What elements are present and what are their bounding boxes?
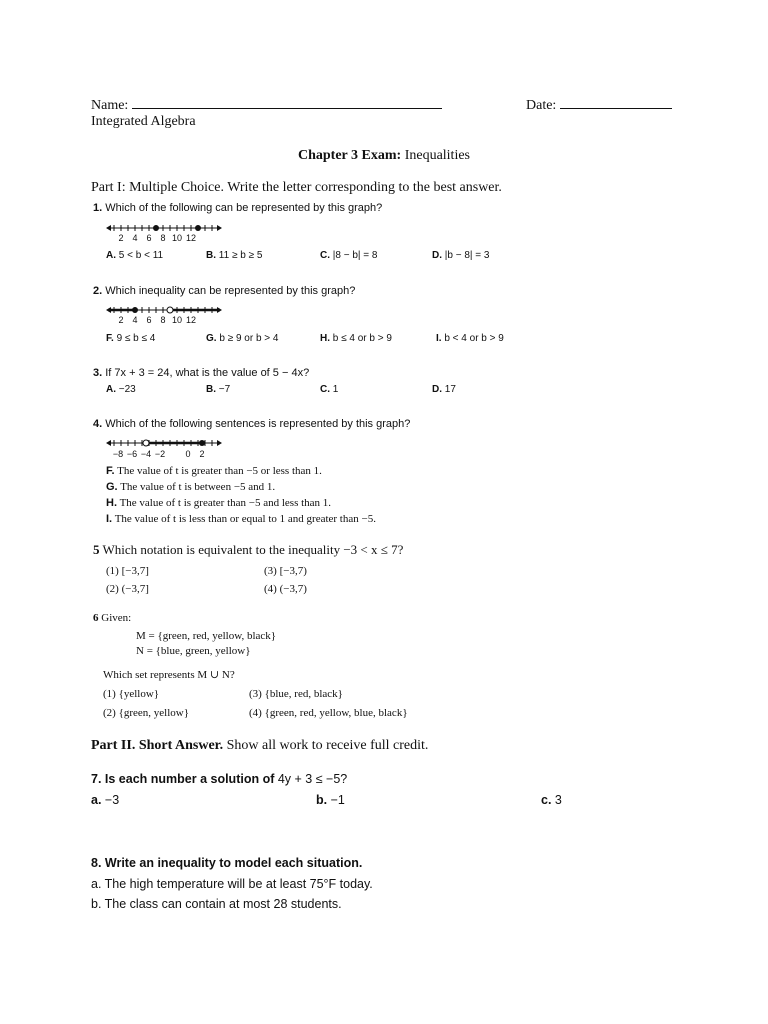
q1-tick-label: 4 <box>132 233 138 243</box>
q4-choice[interactable]: G. The value of t is between −5 and 1. <box>106 481 276 493</box>
exam-title-bold: Chapter 3 Exam <box>297 148 397 163</box>
q7-part-c: c. 3 <box>541 793 562 807</box>
q6-set-n: N = {blue, green, yellow} <box>136 645 251 657</box>
q5-choice[interactable]: (3) [−3,7) <box>264 565 307 577</box>
q6-choice[interactable]: (3) {blue, red, black} <box>249 688 343 700</box>
q2-point-closed <box>132 307 138 313</box>
q4-number: 4. <box>93 418 103 430</box>
q1-tick-label: 12 <box>185 233 197 243</box>
q4-tick-label: 0 <box>185 449 191 459</box>
q2-tick-label: 8 <box>160 315 166 325</box>
q2-point-open <box>167 307 173 313</box>
q2-number: 2. <box>93 285 103 297</box>
q6-choice[interactable]: (2) {green, yellow} <box>103 707 190 719</box>
q1-tick-label: 2 <box>118 233 124 243</box>
q2-number-line <box>106 302 226 326</box>
q1-tick-label: 10 <box>171 233 183 243</box>
part2-instructions: Show all work to receive full credit. <box>223 738 429 753</box>
q6-stem <box>93 612 131 624</box>
q4-choice[interactable]: H. The value of t is greater than −5 and less than 1. <box>106 497 332 509</box>
q1-stem <box>93 202 382 214</box>
part2-title: Part II. Short Answer. <box>91 738 224 753</box>
q5-choice[interactable]: (2) (−3,7] <box>106 583 149 595</box>
date-label: Date: <box>526 98 557 113</box>
q4-stem <box>93 418 410 430</box>
q8-title: 8. Write an inequality to model each situation. <box>91 856 363 870</box>
q6-set-m: M = {green, red, yellow, black} <box>136 630 277 642</box>
q4-tick-label: −2 <box>154 449 166 459</box>
q2-choice[interactable]: G. b ≥ 9 or b > 4 <box>206 333 279 344</box>
q4-choice[interactable]: I. The value of t is less than or equal to 1 and greater than −5. <box>106 513 376 525</box>
exam-title-rest: Inequalities <box>401 148 470 163</box>
q5-stem <box>93 542 403 558</box>
q2-stem <box>93 285 355 297</box>
q4-point-closed <box>199 440 205 446</box>
q2-choice[interactable]: F. 9 ≤ b ≤ 4 <box>106 333 156 344</box>
q4-tick-label: −6 <box>126 449 138 459</box>
q1-choice[interactable]: D. |b − 8| = 3 <box>432 250 490 261</box>
q2-text: Which inequality can be represented by this graph? <box>105 285 356 297</box>
q5-choice[interactable]: (4) (−3,7) <box>264 583 307 595</box>
q7-part-b: b. −1 <box>316 793 345 807</box>
q7-expr: 4y + 3 ≤ −5? <box>277 772 348 786</box>
q1-point-right <box>195 225 201 231</box>
q6-number: 6 <box>93 612 99 624</box>
q5-choice[interactable]: (1) [−3,7] <box>106 565 149 577</box>
q4-text: Which of the following sentences is represented by this graph? <box>105 418 411 430</box>
q3-number: 3. <box>93 367 103 379</box>
q4-choice[interactable]: F. The value of t is greater than −5 or less than 1. <box>106 465 322 477</box>
q1-number-line <box>106 220 226 244</box>
q4-point-open <box>143 440 149 446</box>
q3-stem <box>93 367 309 379</box>
q4-tick-label: −8 <box>112 449 124 459</box>
q1-tick-label: 8 <box>160 233 166 243</box>
q2-tick-label: 12 <box>185 315 197 325</box>
date-line <box>526 94 672 114</box>
q2-choice[interactable]: I. b < 4 or b > 9 <box>436 333 504 344</box>
exam-title <box>0 148 768 164</box>
q1-point-left <box>153 225 159 231</box>
name-line <box>91 94 442 114</box>
date-blank[interactable] <box>560 94 672 109</box>
q6-given: Given: <box>101 612 132 624</box>
q5-number: 5 <box>93 542 100 557</box>
q4-tick-label: 2 <box>199 449 205 459</box>
q1-choice[interactable]: B. 11 ≥ b ≥ 5 <box>206 250 263 261</box>
q5-text: Which notation is equivalent to the inequality −3 < x ≤ 7? <box>102 542 404 557</box>
q3-text: If 7x + 3 = 24, what is the value of 5 − 4x? <box>105 367 310 379</box>
q1-number: 1. <box>93 202 103 214</box>
q4-tick-label: −4 <box>140 449 152 459</box>
q8-part-a: a. The high temperature will be at least 75°F today. <box>91 877 373 891</box>
q2-tick-label: 6 <box>146 315 152 325</box>
q6-choice[interactable]: (4) {green, red, yellow, blue, black} <box>249 707 408 719</box>
q3-choice[interactable]: B. −7 <box>206 384 231 395</box>
name-blank[interactable] <box>132 94 442 109</box>
q6-question: Which set represents M ∪ N? <box>103 669 235 681</box>
q1-tick-label: 6 <box>146 233 152 243</box>
q3-choice[interactable]: A. −23 <box>106 384 136 395</box>
name-label: Name: <box>91 98 129 113</box>
q7-stem <box>91 772 347 786</box>
q7-prefix: 7. Is each number a solution of <box>91 772 278 786</box>
q6-choice[interactable]: (1) {yellow} <box>103 688 160 700</box>
course-name: Integrated Algebra <box>91 114 196 129</box>
q3-choice[interactable]: C. 1 <box>320 384 339 395</box>
q4-number-line <box>106 435 226 461</box>
exam-title-colon: : <box>396 148 402 163</box>
q2-tick-label: 2 <box>118 315 124 325</box>
q2-choice[interactable]: H. b ≤ 4 or b > 9 <box>320 333 392 344</box>
q1-choice[interactable]: A. 5 < b < 11 <box>106 250 164 261</box>
q1-text: Which of the following can be represented by this graph? <box>105 202 383 214</box>
part2-heading <box>91 738 428 754</box>
q7-part-a: a. −3 <box>91 793 120 807</box>
q1-choice[interactable]: C. |8 − b| = 8 <box>320 250 378 261</box>
q3-choice[interactable]: D. 17 <box>432 384 456 395</box>
part1-instructions: Part I: Multiple Choice. Write the letter corresponding to the best answer. <box>91 180 502 195</box>
q2-tick-label: 10 <box>171 315 183 325</box>
q8-part-b: b. The class can contain at most 28 students. <box>91 897 342 911</box>
q2-tick-label: 4 <box>132 315 138 325</box>
